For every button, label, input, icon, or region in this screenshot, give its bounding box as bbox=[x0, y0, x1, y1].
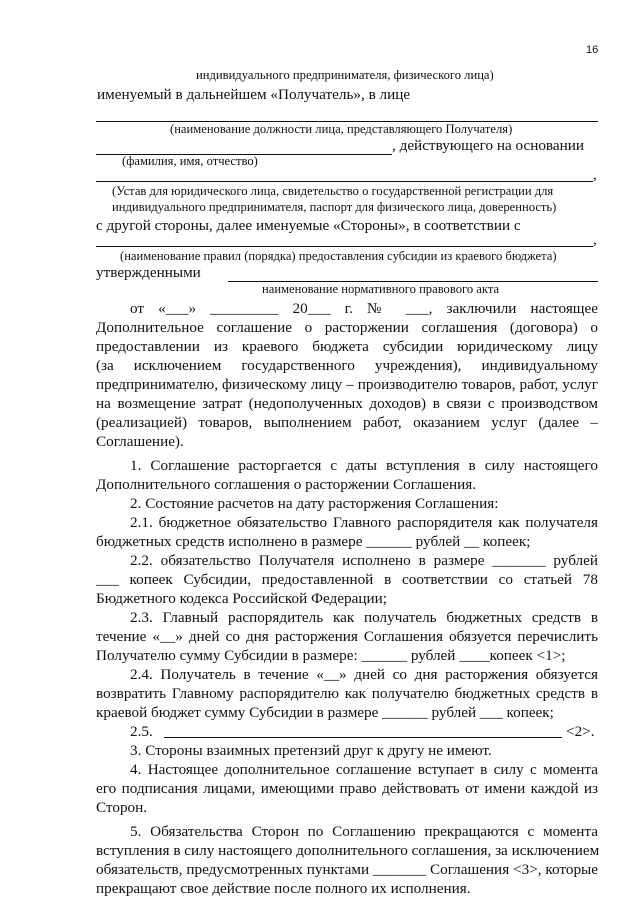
caption-act: наименование нормативного правового акта bbox=[262, 282, 500, 296]
clause-2-4-line: возвратить Главному распорядителю как получателю бюджетных средств в bbox=[96, 685, 598, 702]
page-number: 16 bbox=[586, 44, 599, 56]
intro-line: (реализацией) товаров, выполнением работ, оказанием услуг (далее – bbox=[96, 414, 598, 431]
intro-line: от «___» _________ 20___ г. № ___, заключили настоящее bbox=[130, 300, 598, 317]
caption-document-basis-2: индивидуального предпринимателя, паспорт для физического лица, доверенность) bbox=[112, 200, 557, 214]
approved-text: утвержденными bbox=[96, 264, 201, 281]
clause-5-line: 5. Обязательства Сторон по Соглашению прекращаются с момента bbox=[130, 823, 598, 840]
blank-line bbox=[96, 246, 593, 247]
comma: , bbox=[593, 166, 597, 183]
clause-2-2-line: 2.2. обязательство Получателя исполнено в размере _______ рублей bbox=[130, 552, 598, 569]
intro-line: Дополнительное соглашение о расторжении соглашения (договора) о bbox=[96, 319, 598, 336]
clause-4-line: 4. Настоящее дополнительное соглашение вступает в силу с момента bbox=[130, 761, 598, 778]
intro-line: предоставлении из краевого бюджета субсидии юридическому лицу bbox=[96, 338, 598, 355]
named-in-person-text: именуемый в дальнейшем «Получатель», в лице bbox=[97, 86, 411, 103]
caption-full-name: (фамилия, имя, отчество) bbox=[122, 154, 258, 168]
acting-basis-text: , действующего на основании bbox=[392, 137, 585, 154]
clause-2-4-line: 2.4. Получатель в течение «__» дней со дня расторжения обязуется bbox=[130, 666, 598, 683]
clause-5-line: обязательств, предусмотренных пунктами _______ Соглашения <3>, которые bbox=[96, 861, 598, 878]
clause-5-line: прекращают свое действие после полного их исполнения. bbox=[96, 880, 471, 897]
clause-1-line: 1. Соглашение расторгается с даты вступления в силу настоящего bbox=[130, 457, 598, 474]
intro-line: (за исключением государственного учреждения), индивидуальному bbox=[96, 357, 598, 374]
comma: , bbox=[593, 231, 597, 248]
clause-2-2-line: ___ копеек Субсидии, предоставленной в соответствии со статьей 78 bbox=[96, 571, 598, 588]
clause-4-line: его подписания лицами, имеющими право действовать от имени каждой из bbox=[96, 780, 598, 797]
caption-document-basis-1: (Устав для юридического лица, свидетельство о государственной регистрации для bbox=[112, 184, 554, 198]
clause-2-2-line: Бюджетного кодекса Российской Федерации; bbox=[96, 590, 387, 607]
clause-2: 2. Состояние расчетов на дату расторжения Соглашения: bbox=[130, 495, 499, 512]
clause-2-3-line: Получателю сумму Субсидии в размере: ______ рублей ____копеек <1>; bbox=[96, 647, 566, 664]
clause-2-1-line: бюджетных средств исполнено в размере ______ рублей __ копеек; bbox=[96, 533, 531, 550]
clause-2-3-line: течение «__» дней со дня расторжения Соглашения обязуется перечислить bbox=[96, 628, 598, 645]
caption-rules: (наименование правил (порядка) предоставления субсидии из краевого бюджета) bbox=[120, 249, 557, 263]
intro-line: предпринимателю, физическому лицу – производителю товаров, работ, услуг bbox=[96, 376, 598, 393]
blank-line bbox=[164, 737, 562, 738]
clause-4-line: Сторон. bbox=[96, 799, 148, 816]
clause-2-3-line: 2.3. Главный распорядитель как получатель бюджетных средств в bbox=[130, 609, 598, 626]
clause-2-1-line: 2.1. бюджетное обязательство Главного распорядителя как получателя bbox=[130, 514, 598, 531]
clause-5-line: вступления в силу настоящего дополнительного соглашения, за исключением bbox=[96, 842, 600, 859]
intro-line: Соглашение). bbox=[96, 433, 184, 450]
clause-2-4-line: краевой бюджет сумму Субсидии в размере ______ рублей ___ копеек; bbox=[96, 704, 554, 721]
clause-3: 3. Стороны взаимных претензий друг к другу не имеют. bbox=[130, 742, 492, 759]
other-side-text: с другой стороны, далее именуемые «Стороны», в соответствии с bbox=[96, 217, 521, 234]
blank-line bbox=[96, 181, 593, 182]
caption-entity-types: индивидуального предпринимателя, физического лица) bbox=[196, 68, 494, 82]
clause-1-line: Дополнительного соглашения о расторжении Соглашения. bbox=[96, 476, 477, 493]
caption-position: (наименование должности лица, представляющего Получателя) bbox=[170, 122, 513, 136]
clause-2-5-label: 2.5. bbox=[130, 723, 153, 740]
intro-line: на возмещение затрат (недополученных доходов) в связи с производством bbox=[96, 395, 598, 412]
clause-2-5-note: <2>. bbox=[566, 723, 595, 740]
